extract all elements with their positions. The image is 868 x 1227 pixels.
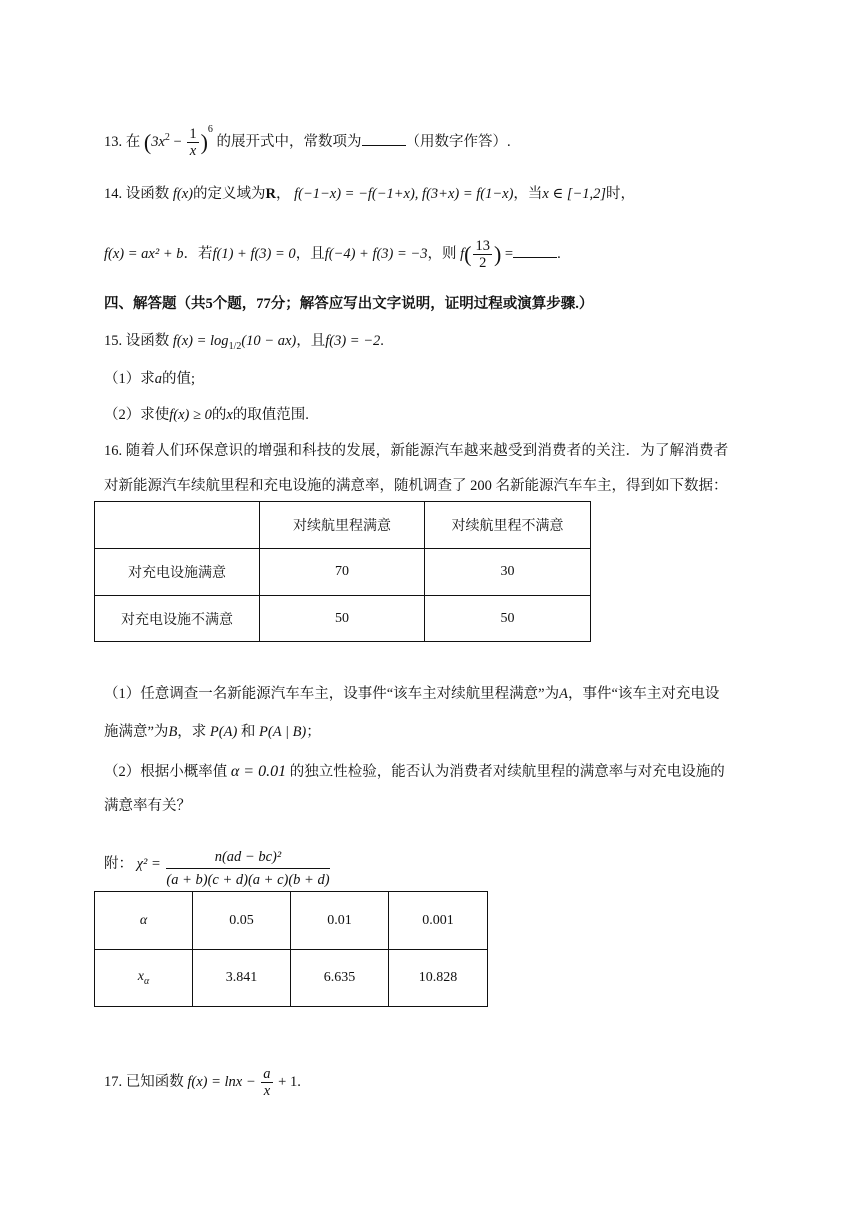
q16-number: 16. — [104, 443, 123, 459]
q14-f: f — [460, 245, 465, 262]
table-cell: 0.01 — [291, 892, 389, 950]
q16-p1-end: ； — [306, 724, 321, 740]
table-cell — [95, 502, 260, 549]
chi-square-symbol: χ² = — [136, 856, 161, 872]
table-row — [95, 549, 591, 596]
critical-value-table — [94, 891, 488, 1007]
q14-number: 14. — [104, 186, 123, 202]
q14-line1: 14. 设函数 f(x)的定义域为R， f(−1−x) = −f(−1+x), f(3+x) = f(1−x)，当x ∈ [−1,2]时， — [104, 186, 636, 202]
formula-denominator: (a + b)(c + d)(a + c)(b + d) — [166, 872, 330, 888]
q14-fx: f(x) — [172, 186, 193, 202]
table-cell: 6.635 — [291, 950, 389, 1007]
q15-log-base: 1/2 — [228, 340, 242, 352]
q15-arg: (10 − ax) — [241, 333, 297, 349]
q14-cond2: f(−4) + f(3) = −3 — [324, 245, 428, 262]
q16-text1: 随着人们环保意识的增强和科技的发展，新能源汽车越来越受到消费者的关注．为了解消费者 — [125, 443, 729, 459]
q16-line2 — [104, 476, 728, 496]
q16-and: 和 — [240, 724, 256, 740]
q16-part1-line2 — [104, 722, 321, 742]
q16-p1-text1b: ，事件“该车主对充电设 — [567, 686, 720, 702]
x-alpha-base: x — [137, 969, 144, 985]
q17-frac-den: x — [263, 1083, 271, 1099]
table-header: 对续航里程不满意 — [425, 502, 591, 549]
table-cell: 3.841 — [193, 950, 291, 1007]
table-cell: 10.828 — [389, 950, 488, 1007]
q17-frac-num: a — [263, 1066, 271, 1082]
q14-paren-open: ( — [464, 241, 472, 267]
q14-cond1: f(1) + f(3) = 0 — [212, 245, 296, 262]
q13-base: 3x — [151, 133, 165, 150]
q14-text-qie: ，且 — [295, 245, 325, 262]
q15-period: . — [380, 333, 384, 349]
q13-power: 6 — [207, 124, 213, 135]
table-row-label: 对充电设施满意 — [95, 549, 260, 596]
q15-p2-ineq: f(x) ≥ 0 — [169, 407, 212, 423]
q14-fraction — [473, 238, 492, 271]
q13-text-a: 在 — [125, 133, 141, 150]
q16-PA: P(A) — [209, 724, 238, 740]
table-cell: 30 — [425, 549, 591, 596]
q15-p2-mid: 的 — [211, 407, 227, 423]
q13-text-b: 的展开式中，常数项为 — [216, 133, 362, 150]
q14-text-a: 设函数 — [125, 186, 170, 202]
q14-interval: x ∈ [−1,2] — [542, 186, 607, 202]
q16-p1-text1: （1）任意调查一名新能源汽车车主，设事件“该车主对续航里程满意”为 — [104, 686, 560, 702]
q14-text-e: 时， — [606, 186, 636, 202]
section4-heading: 四、解答题（共5个题，77分；解答应写出文字说明，证明过程或演算步骤.） — [104, 296, 594, 312]
q14-text-b: 的定义域为 — [193, 186, 266, 202]
q14-line2 — [104, 238, 561, 271]
table-cell: 50 — [260, 596, 425, 642]
q17-text: 已知函数 — [125, 1073, 184, 1090]
q17-number: 17. — [104, 1073, 123, 1090]
q16-text2: 对新能源汽车续航里程和充电设施的满意率，随机调查了 200 名新能源汽车车主，得到如下数据： — [104, 478, 728, 494]
q13-paren-close: ) — [200, 129, 208, 155]
table-cell — [95, 950, 193, 1007]
table-cell: 0.05 — [193, 892, 291, 950]
q16-alpha: α = 0.01 — [230, 763, 287, 780]
q16-data-table — [94, 501, 591, 642]
q14-definition: f(x) = ax² + b — [104, 245, 184, 262]
table-row-label: 对充电设施不满意 — [95, 596, 260, 642]
table-row — [95, 950, 488, 1007]
q14-conditions: f(−1−x) = −f(−1+x), f(3+x) = f(1−x) — [294, 186, 514, 202]
q17-line — [104, 1066, 301, 1099]
q17-end: + 1. — [278, 1073, 301, 1090]
q15-text-b: ，且 — [296, 333, 326, 349]
q13-frac-den: x — [189, 143, 197, 159]
q16-part1-line1 — [104, 684, 719, 704]
q17-f: f(x) = lnx − — [187, 1073, 256, 1090]
q16-p2-text1a: （2）根据小概率值 — [104, 764, 228, 780]
q16-line1 — [104, 441, 728, 461]
q13-paren-open: ( — [143, 129, 152, 155]
q14-equals: = — [504, 245, 514, 262]
q13-fraction — [187, 126, 198, 159]
q16-p1-text2b: ，求 — [177, 724, 207, 740]
table-cell: 70 — [260, 549, 425, 596]
q13-square: 2 — [164, 132, 170, 143]
q15-line — [104, 331, 384, 357]
q16-event-A: A — [559, 686, 568, 702]
q13-frac-num: 1 — [189, 126, 197, 142]
table-cell: 0.001 — [389, 892, 488, 950]
table-header: 对续航里程满意 — [260, 502, 425, 549]
q13-line: 13. 在 ($3x^2$ − $\frac{1}{x}$ )$^6$ 的展开式中，常数项为 （用数字作答）. — [104, 124, 511, 159]
q13-number: 13. — [104, 133, 123, 150]
q14-text-ze: ，则 — [427, 245, 457, 262]
q14-text-d: ，当 — [513, 186, 543, 202]
q16-event-B: B — [168, 724, 178, 740]
table-cell: α — [95, 892, 193, 950]
q15-p2-x: x — [226, 407, 233, 423]
table-row — [95, 596, 591, 642]
q16-PAB: P(A | B) — [259, 724, 307, 740]
q16-p2-text2: 满意率有关？ — [104, 798, 191, 814]
chi-square-formula — [166, 846, 329, 891]
x-alpha-sub: α — [143, 975, 150, 987]
q15-part1 — [104, 369, 195, 389]
q14-frac-den: 2 — [479, 255, 487, 271]
formula-numerator: n(ad − bc)² — [166, 846, 329, 869]
q17-fraction — [261, 1066, 272, 1099]
appendix-label: 附： — [104, 856, 133, 872]
q16-p1-text2a: 施满意”为 — [104, 724, 169, 740]
q14-frac-num: 13 — [475, 238, 490, 254]
q15-p1-var: a — [154, 371, 162, 387]
q14-text-ruo: ．若 — [183, 245, 213, 262]
q15-p2-text: （2）求使 — [104, 407, 170, 423]
table-row — [95, 892, 488, 950]
q16-p2-text1b: 的独立性检验，能否认为消费者对续航里程的满意率与对充电设施的 — [289, 764, 725, 780]
q14-blank[interactable] — [513, 243, 557, 258]
q15-p2-end: 的取值范围. — [232, 407, 309, 423]
q13-blank[interactable] — [362, 131, 406, 146]
q14-paren-close: ) — [493, 241, 502, 267]
q15-number: 15. — [104, 333, 123, 349]
q15-text-a: 设函数 — [125, 333, 170, 349]
q13-text-c: （用数字作答）. — [405, 133, 511, 150]
q15-p1-end: 的值; — [162, 371, 196, 387]
q15-part2 — [104, 405, 309, 425]
q15-f: f(x) = log — [172, 333, 229, 349]
table-cell: 50 — [425, 596, 591, 642]
q16-part2-line1 — [104, 762, 725, 782]
q14-R: R — [265, 186, 276, 202]
q16-appendix — [104, 846, 332, 891]
q15-condition: f(3) = −2 — [325, 333, 381, 349]
q15-p1-text: （1）求 — [104, 371, 155, 387]
q16-part2-line2 — [104, 796, 191, 816]
q14-end: . — [557, 245, 561, 262]
table-row — [95, 502, 591, 549]
